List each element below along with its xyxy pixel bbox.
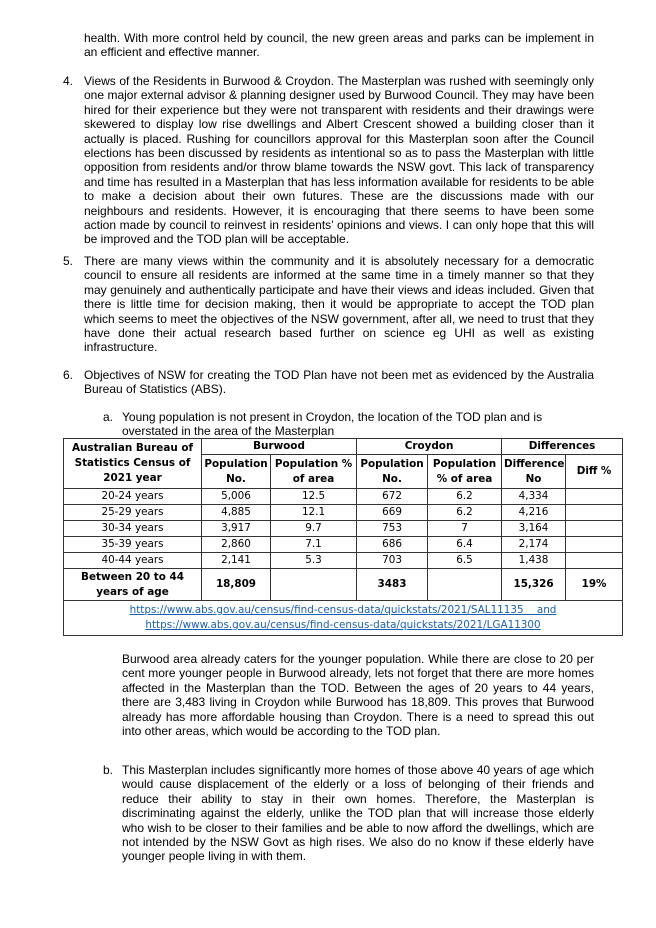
value-cell: 12.5 [271,489,357,505]
total-label-cell: Between 20 to 44 years of age [64,569,202,601]
table-row [64,505,623,521]
table-row [64,489,623,505]
table-subheader: Population No. [202,455,271,489]
value-cell: 7.1 [271,537,357,553]
table-subheader: Diff % [566,455,623,489]
value-cell [566,505,623,521]
value-cell: 6.5 [428,553,502,569]
table-subheader: Population % of area [428,455,502,489]
value-cell: 3,917 [202,521,271,537]
value-cell: 5,006 [202,489,271,505]
value-cell [566,537,623,553]
value-cell: 3,164 [502,521,566,537]
source-link-1[interactable]: https://www.abs.gov.au/census/find-census-data/quickstats/2021/SAL11135 and [129,604,557,616]
table-subheader: Difference No [502,455,566,489]
value-cell: 12.1 [271,505,357,521]
table-subheader: Population No. [357,455,428,489]
age-cell: 35-39 years [64,537,202,553]
value-cell: 6.2 [428,489,502,505]
value-cell: 2,860 [202,537,271,553]
item-6-paragraph: Objectives of NSW for creating the TOD Plan have not been met as evidenced by the Australia Bureau of Statistics (ABS). [84,368,594,397]
value-cell: 703 [357,553,428,569]
age-cell: 30-34 years [64,521,202,537]
sub-a-paragraph: Young population is not present in Croydon, the location of the TOD plan and is overstated in the area of the Masterplan [122,410,543,439]
source-link-2[interactable]: https://www.abs.gov.au/census/find-census-data/quickstats/2021/LGA11300 [145,619,541,631]
value-cell: 669 [357,505,428,521]
sub-b-letter: b. [103,763,114,777]
table-header-row [64,439,623,455]
total-value-cell: 18,809 [202,569,271,601]
value-cell: 672 [357,489,428,505]
table-header-croydon: Croydon [357,439,502,455]
total-value-cell: 15,326 [502,569,566,601]
sub-a-letter: a. [103,410,114,424]
table-total-row [64,569,623,601]
age-cell: 40-44 years [64,553,202,569]
census-table [63,438,623,636]
item-4-number: 4. [63,74,74,88]
sub-b-paragraph: This Masterplan includes significantly more homes of those above 40 years of age which would cause displacement of the elderly or a loss of belonging of their friends and reduce their ability to stay in their own homes. Therefore, the Masterplan is discriminating against the elderly, unlike the TOD plan that will increase those elderly who wish to be closer to their families and be able to now afford the dwellings, which are not intended by the NSW Govt as high rises. We also do no know if these elderly have younger people living in with them. [122,763,594,864]
table-source-row [64,601,623,636]
source-links-cell [64,601,623,636]
value-cell: 5.3 [271,553,357,569]
table-row [64,537,623,553]
value-cell: 4,216 [502,505,566,521]
item-4-paragraph: Views of the Residents in Burwood & Croydon. The Masterplan was rushed with seemingly only one major external advisor & planning designer used by Burwood Council. They may have been hired for their experience but they were not transparent with residents and their drawings were skewered to display low rise dwellings and Albert Crescent showed a building closer than it actually is placed. Rushing for councillors approval for this Masterplan soon after the Council elections has been discussed by residents as intentional so as to pass the Masterplan with little opposition from residents and/or throw blame towards the NSW govt. This lack of transparency and time has resulted in a Masterplan that has less information available for residents to be able to make a decision about their own futures. These are the discussions made with our neighbours and residents. However, it is encouraging that there seems to have been some action made by council to reinvest in residents’ opinions and views. I can only hope that this will be improved and the TOD plan will be acceptable. [84,74,594,247]
value-cell: 2,174 [502,537,566,553]
age-cell: 25-29 years [64,505,202,521]
value-cell: 7 [428,521,502,537]
table-header-burwood: Burwood [202,439,357,455]
value-cell: 1,438 [502,553,566,569]
age-cell: 20-24 years [64,489,202,505]
item-5-paragraph: There are many views within the community and it is absolutely necessary for a democratic council to ensure all residents are informed at the same time in a timely manner so that they may genuinely and authentically participate and have their views and ideas included. Given that there is little time for decision making, then it would be appropriate to accept the TOD plan which seems to meet the objectives of the NSW government, after all, we need to trust that they have done their actual research based further on science eg UHI as well as existing infrastructure. [84,254,594,355]
value-cell: 9.7 [271,521,357,537]
table-row [64,521,623,537]
item-6-number: 6. [63,368,74,382]
value-cell: 4,885 [202,505,271,521]
value-cell [566,521,623,537]
value-cell [566,553,623,569]
total-value-cell [428,569,502,601]
total-value-cell: 19% [566,569,623,601]
after-table-paragraph: Burwood area already caters for the younger population. While there are close to 20 per cent more younger people in Burwood already, lets not forget that there are more homes affected in the Masterplan than the TOD. Between the ages of 20 years to 44 years, there are 3,483 living in Croydon while Burwood has 18,809. This proves that Burwood already has more affordable housing than Croydon. There is a need to spread this out into other areas, which would be according to the TOD plan. [122,652,594,739]
table-subheader: Population % of area [271,455,357,489]
value-cell: 6.4 [428,537,502,553]
total-value-cell: 3483 [357,569,428,601]
table-header-differences: Differences [502,439,623,455]
value-cell: 686 [357,537,428,553]
value-cell: 2,141 [202,553,271,569]
table-corner-header: Australian Bureau of Statistics Census of 2021 year [64,439,202,489]
value-cell: 753 [357,521,428,537]
value-cell: 4,334 [502,489,566,505]
intro-paragraph: health. With more control held by council, the new green areas and parks can be implement in an efficient and effective manner. [84,31,594,60]
total-value-cell [271,569,357,601]
value-cell: 6.2 [428,505,502,521]
table-row [64,553,623,569]
value-cell [566,489,623,505]
item-5-number: 5. [63,254,74,268]
